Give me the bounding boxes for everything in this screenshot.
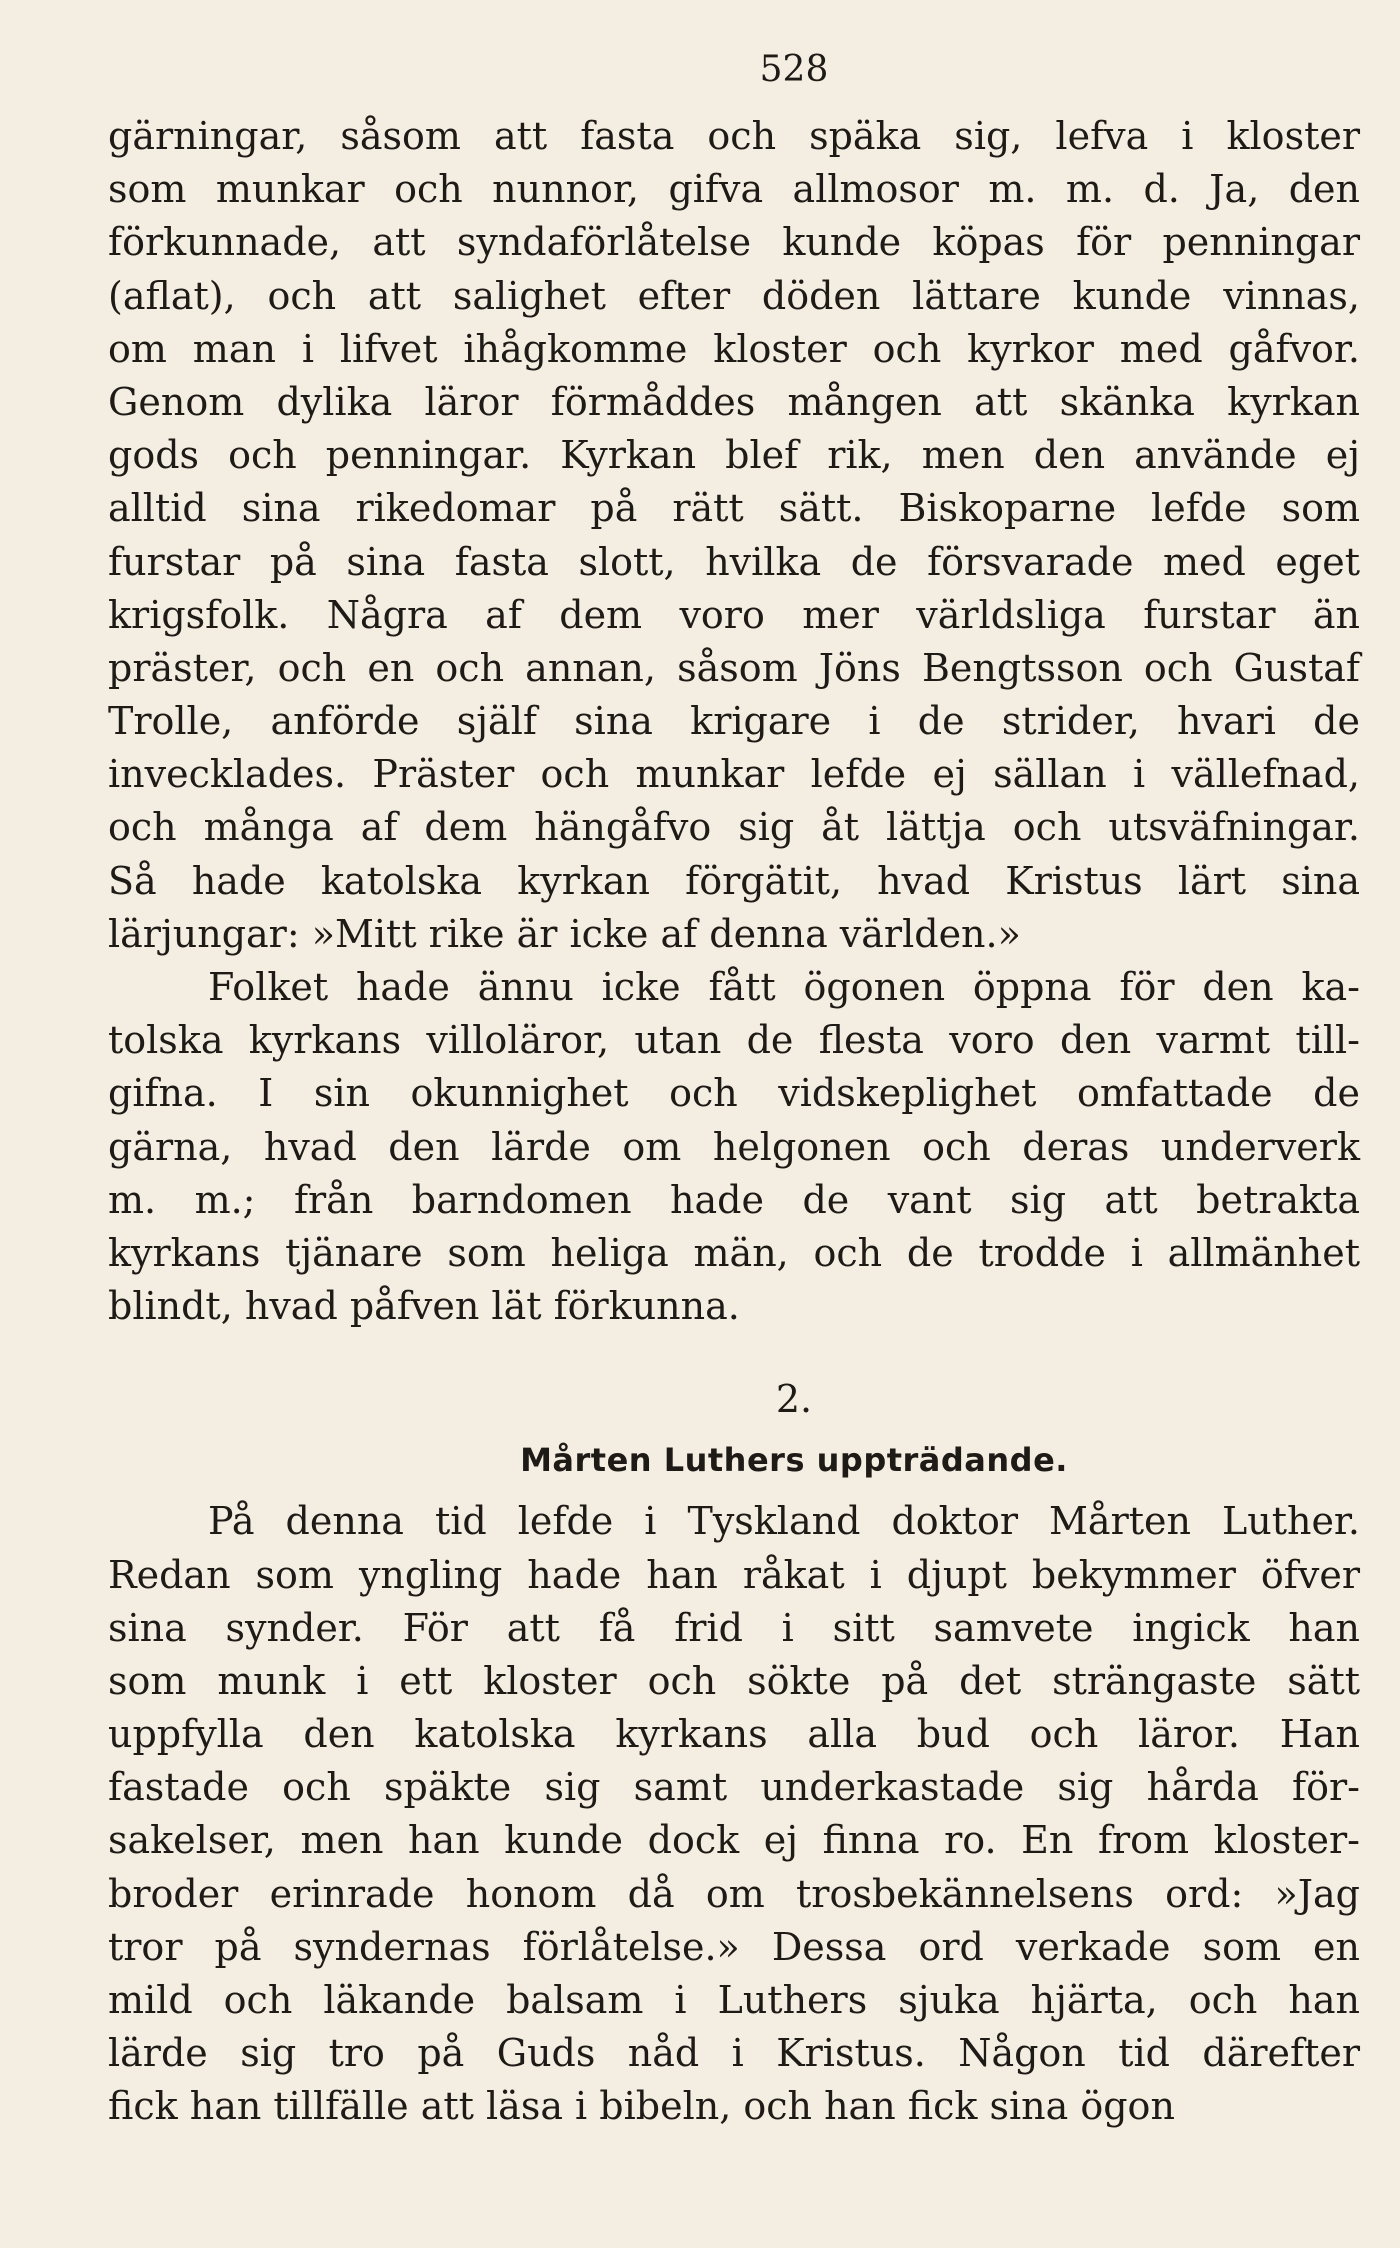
- text-line: broder erinrade honom då om trosbekännelsens ord: »Jag: [108, 1871, 1360, 1916]
- text-line: Trolle, anförde själf sina krigare i de strider, hvari de: [108, 699, 1360, 744]
- text-block-bottom: [108, 1495, 1360, 2133]
- text-line: lärde sig tro på Guds nåd i Kristus. Någon tid därefter: [108, 2031, 1360, 2076]
- text-line: gifna. I sin okunnighet och vidskeplighet omfattade de: [108, 1071, 1360, 1116]
- text-line: som munkar och nunnor, gifva allmosor m. m. d. Ja, den: [108, 167, 1360, 212]
- text-line: krigsfolk. Några af dem voro mer världsliga furstar än: [108, 592, 1360, 637]
- text-line: invecklades. Präster och munkar lefde ej sällan i vällefnad,: [108, 752, 1360, 797]
- text-line: förkunnade, att syndaförlåtelse kunde köpas för penningar: [108, 220, 1360, 265]
- text-line: furstar på sina fasta slott, hvilka de försvarade med eget: [108, 539, 1360, 584]
- text-line: sakelser, men han kunde dock ej finna ro. En from kloster-: [108, 1818, 1360, 1863]
- paragraph: [108, 961, 1360, 1333]
- text-line: blindt, hvad påfven lät förkunna.: [108, 1284, 740, 1329]
- text-line: fastade och späkte sig samt underkastade sig hårda för-: [108, 1765, 1360, 1810]
- text-line: Genom dylika läror förmåddes mången att skänka kyrkan: [108, 379, 1360, 424]
- section-title: Mårten Luthers uppträdande.: [520, 1441, 1068, 1480]
- text-line: präster, och en och annan, såsom Jöns Bengtsson och Gustaf: [108, 645, 1360, 690]
- text-line: (aflat), och att salighet efter döden lättare kunde vinnas,: [108, 273, 1360, 318]
- text-line: tror på syndernas förlåtelse.» Dessa ord verkade som en: [108, 1924, 1360, 1969]
- text-line: Folket hade ännu icke fått ögonen öppna för den ka-: [208, 965, 1360, 1009]
- paragraph: [108, 110, 1360, 961]
- section-number: 2.: [775, 1377, 813, 1422]
- text-line: Så hade katolska kyrkan förgätit, hvad Kristus lärt sina: [108, 858, 1360, 903]
- text-line: kyrkans tjänare som heliga män, och de trodde i allmänhet: [108, 1230, 1360, 1275]
- text-line: gärna, hvad den lärde om helgonen och deras underverk: [108, 1124, 1360, 1169]
- text-line: mild och läkande balsam i Luthers sjuka hjärta, och han: [108, 1978, 1360, 2022]
- text-line: tolska kyrkans villoläror, utan de flesta voro den varmt till-: [108, 1018, 1360, 1063]
- text-line: Redan som yngling hade han råkat i djupt bekymmer öfver: [108, 1552, 1360, 1597]
- text-line: och många af dem hängåfvo sig åt lättja och utsväfningar.: [108, 805, 1360, 850]
- text-line: om man i lifvet ihågkomme kloster och kyrkor med gåfvor.: [108, 326, 1360, 371]
- text-line: alltid sina rikedomar på rätt sätt. Biskoparne lefde som: [108, 486, 1360, 531]
- text-line: sina synder. För att få frid i sitt samvete ingick han: [108, 1605, 1360, 1650]
- text-line: lärjungar: »Mitt rike är icke af denna världen.»: [108, 911, 1021, 956]
- text-line: m. m.; från barndomen hade de vant sig att betrakta: [108, 1177, 1360, 1222]
- text-block-top: [108, 110, 1360, 1333]
- text-line: gods och penningar. Kyrkan blef rik, men den använde ej: [108, 433, 1360, 478]
- text-line: uppfylla den katolska kyrkans alla bud och läror. Han: [108, 1712, 1360, 1757]
- page-number: 528: [759, 49, 829, 90]
- paragraph: [108, 1495, 1360, 2133]
- text-line: som munk i ett kloster och sökte på det strängaste sätt: [108, 1658, 1360, 1703]
- text-line: fick han tillfälle att läsa i bibeln, och han fick sina ögon: [108, 2084, 1175, 2129]
- text-line: gärningar, såsom att fasta och späka sig, lefva i kloster: [108, 114, 1360, 158]
- text-line: På denna tid lefde i Tyskland doktor Mårten Luther.: [208, 1499, 1360, 1544]
